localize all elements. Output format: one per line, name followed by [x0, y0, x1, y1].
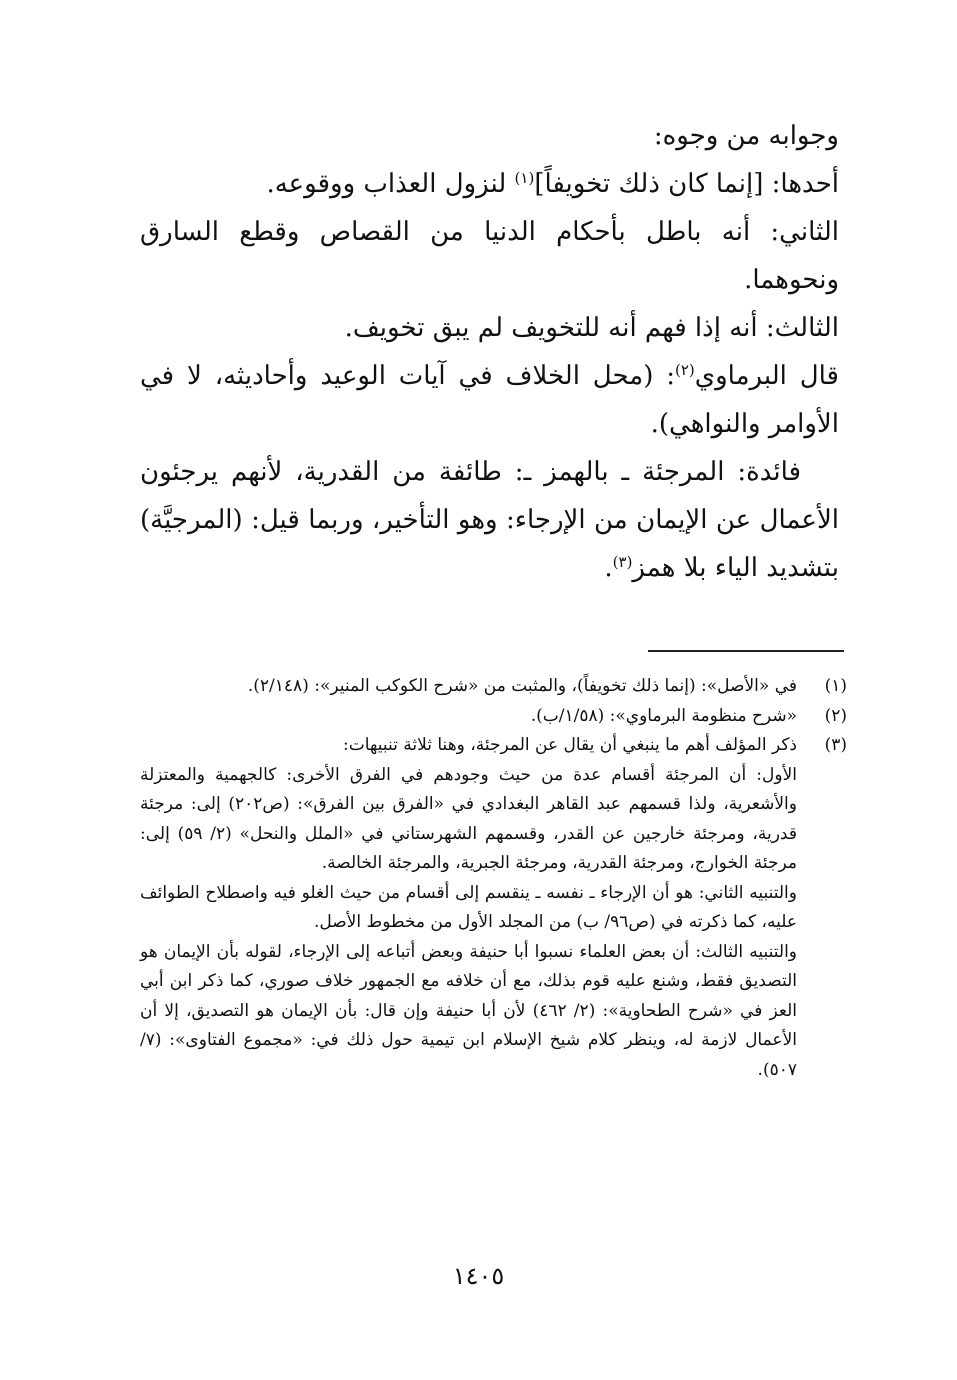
main-paragraph — [140, 448, 839, 592]
paragraph-text: فائدة: المرجئة ـ بالهمز ـ: طائفة من القدرية، لأنهم يرجئون الأعمال عن الإيمان من الإرجاء: وهو التأخير، وربما قيل: (المرجيَّة) بتشديد الياء بلا همز — [140, 457, 839, 583]
footnote-text: «شرح منظومة البرماوي»: (١/٥٨/ب). — [530, 705, 797, 726]
footnotes — [140, 672, 847, 1085]
footnote — [140, 672, 847, 702]
footnote-number: (١) — [824, 676, 847, 696]
footnote-text: ذكر المؤلف أهم ما ينبغي أن يقال عن المرجئة، وهنا ثلاثة تنبيهات: — [342, 735, 797, 755]
footnote-ref: (١) — [514, 169, 535, 187]
footnote-number: (٢) — [824, 705, 847, 726]
footnote — [140, 702, 847, 732]
main-paragraph — [140, 160, 839, 208]
paragraph-text: وجوابه من وجوه: — [653, 121, 839, 151]
paragraph-text: أحدها: [إنما كان ذلك تخويفاً] — [534, 169, 839, 199]
footnote-ref: (٢) — [674, 361, 695, 379]
paragraph-text: الثاني: أنه باطل بأحكام الدنيا من القصاص وقطع السارق ونحوهما. — [140, 217, 839, 295]
footnote-text: والتنبيه الثالث: أن بعض العلماء نسبوا أبا حنيفة وبعض أتباعه إلى الإرجاء، لقوله بأن الإيمان هو التصديق فقط، وشنع عليه قوم بذلك، مع أن خلافه مع الجمهور خلاف صوري، كما ذكر ابن أبي العز في «شرح الطحاوية»: (٢/ ٤٦٢) لأن أبا حنيفة وإن قال: بأن الإيمان هو التصديق، إلا أن الأعمال لازمة له، وينظر كلام شيخ الإسلام ابن تيمية حول ذلك في: «مجموع الفتاوى»: (٧/ ٥٠٧). — [140, 941, 797, 1080]
footnote-text: الأول: أن المرجئة أقسام عدة من حيث وجودهم في الفرق الأخرى: كالجهمية والمعتزلة والأشعرية، ولذا قسمهم عبد القاهر البغدادي في «الفرق بين الفرق»: (ص٢٠٢) إلى: مرجئة قدرية، ومرجئة خارجين عن القدر، وقسمهم الشهرستاني في «الملل والنحل» (٢/ ٥٩) إلى: مرجئة الخوارج، ومرجئة القدرية، ومرجئة الجبرية، والمرجئة الخالصة. — [140, 764, 797, 873]
footnote-text: في «الأصل»: (إنما ذلك تخويفاً)، والمثبت من «شرح الكوكب المنير»: (٢/١٤٨). — [247, 676, 797, 696]
footnote-separator — [648, 650, 844, 652]
footnote-body — [140, 702, 797, 732]
paragraph-text: : (محل الخلاف في آيات الوعيد وأحاديثه، لا في الأوامر والنواهي). — [140, 361, 839, 439]
main-text — [140, 112, 839, 592]
footnote-body — [140, 731, 797, 1085]
paragraph-text: قال البرماوي — [694, 361, 839, 391]
main-paragraph — [140, 352, 839, 448]
footnote-text: والتنبيه الثاني: هو أن الإرجاء ـ نفسه ـ ينقسم إلى أقسام من حيث الغلو فيه واصطلاح الطوائف عليه، كما ذكرته في (ص٩٦/ ب) من المجلد الأول من مخطوط الأصل. — [140, 882, 797, 932]
page-number: ١٤٠٥ — [452, 1262, 505, 1290]
main-paragraph — [140, 112, 839, 160]
paragraph-text: . — [604, 553, 613, 583]
paragraph-text: لنزول العذاب ووقوعه. — [266, 169, 515, 199]
paragraph-text: الثالث: أنه إذا فهم أنه للتخويف لم يبق تخويف. — [344, 313, 839, 343]
footnote-body — [140, 672, 797, 702]
footnote-number: (٣) — [824, 735, 847, 755]
main-paragraph — [140, 304, 839, 352]
main-paragraph — [140, 208, 839, 304]
footnote-ref: (٣) — [612, 553, 633, 571]
footnote — [140, 731, 847, 1085]
